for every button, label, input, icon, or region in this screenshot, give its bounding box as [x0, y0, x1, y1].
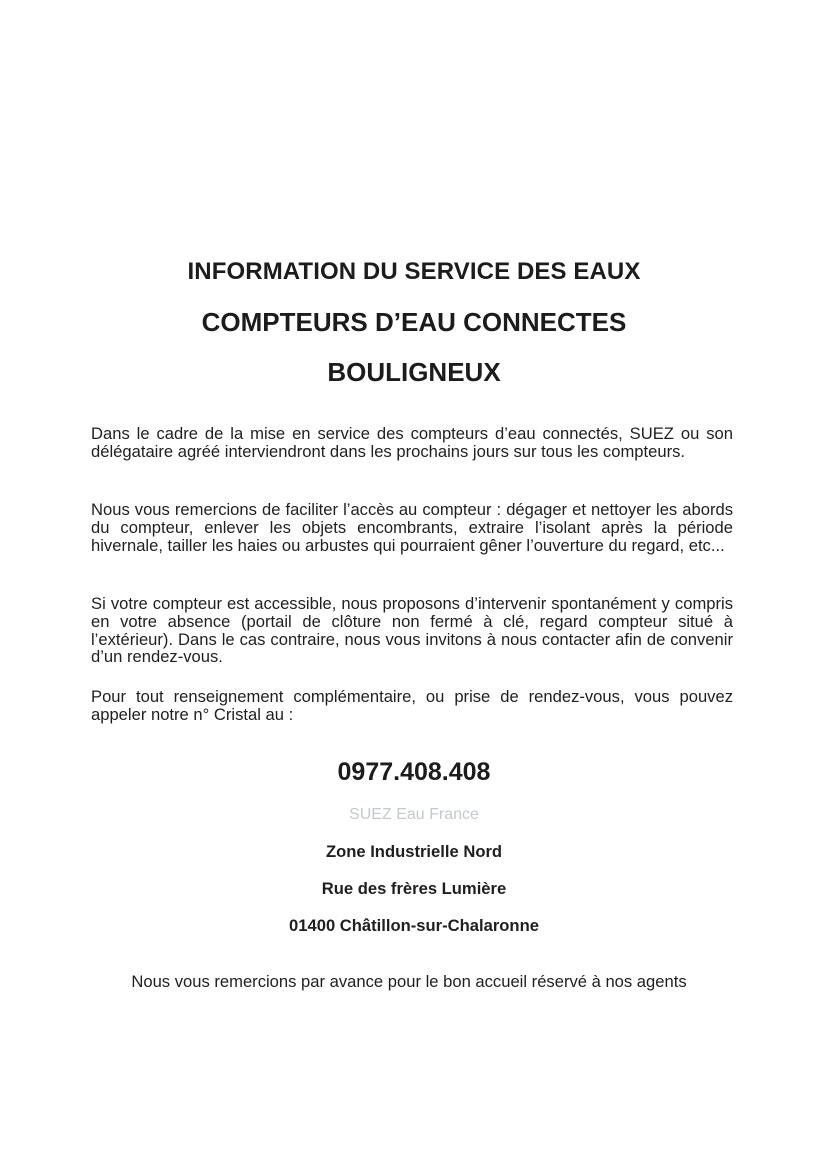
address-line-3: 01400 Châtillon-sur-Chalaronne	[289, 916, 539, 935]
service-title: INFORMATION DU SERVICE DES EAUX	[187, 258, 641, 285]
commune-title: BOULIGNEUX	[327, 357, 501, 387]
paragraph-intervention: Si votre compteur est accessible, nous proposons d’intervenir spontanément y compris en votre absence (portail de clôture non fermé à clé, regard compteur situé à l’extérieur). Dans le cas contraire, nous vous invitons à nous contacter afin de convenir d’un rendez-vous.	[91, 594, 733, 667]
paragraph-access: Nous vous remercions de faciliter l’accès au compteur : dégager et nettoyer les abords du compteur, enlever les objets encombrants, extraire l’isolant après la période hivernale, tailler les haies ou arbustes qui pourraient gêner l’ouverture du regard, etc...	[91, 500, 733, 555]
phone-number: 0977.408.408	[337, 758, 491, 786]
paragraph-intro: Dans le cadre de la mise en service des compteurs d’eau connectés, SUEZ ou son délégataire agréé interviendront dans les prochains jours sur tous les compteurs.	[91, 424, 733, 461]
paragraph-contact: Pour tout renseignement complémentaire, ou prise de rendez-vous, vous pouvez appeler notre n° Cristal au :	[91, 687, 733, 724]
company-name: SUEZ Eau France	[349, 806, 479, 823]
address-line-1: Zone Industrielle Nord	[325, 842, 503, 861]
subject-title: COMPTEURS D’EAU CONNECTES	[201, 307, 627, 337]
address-line-2: Rue des frères Lumière	[321, 879, 507, 898]
closing-text: Nous vous remercions par avance pour le bon accueil réservé à nos agents	[131, 972, 687, 991]
